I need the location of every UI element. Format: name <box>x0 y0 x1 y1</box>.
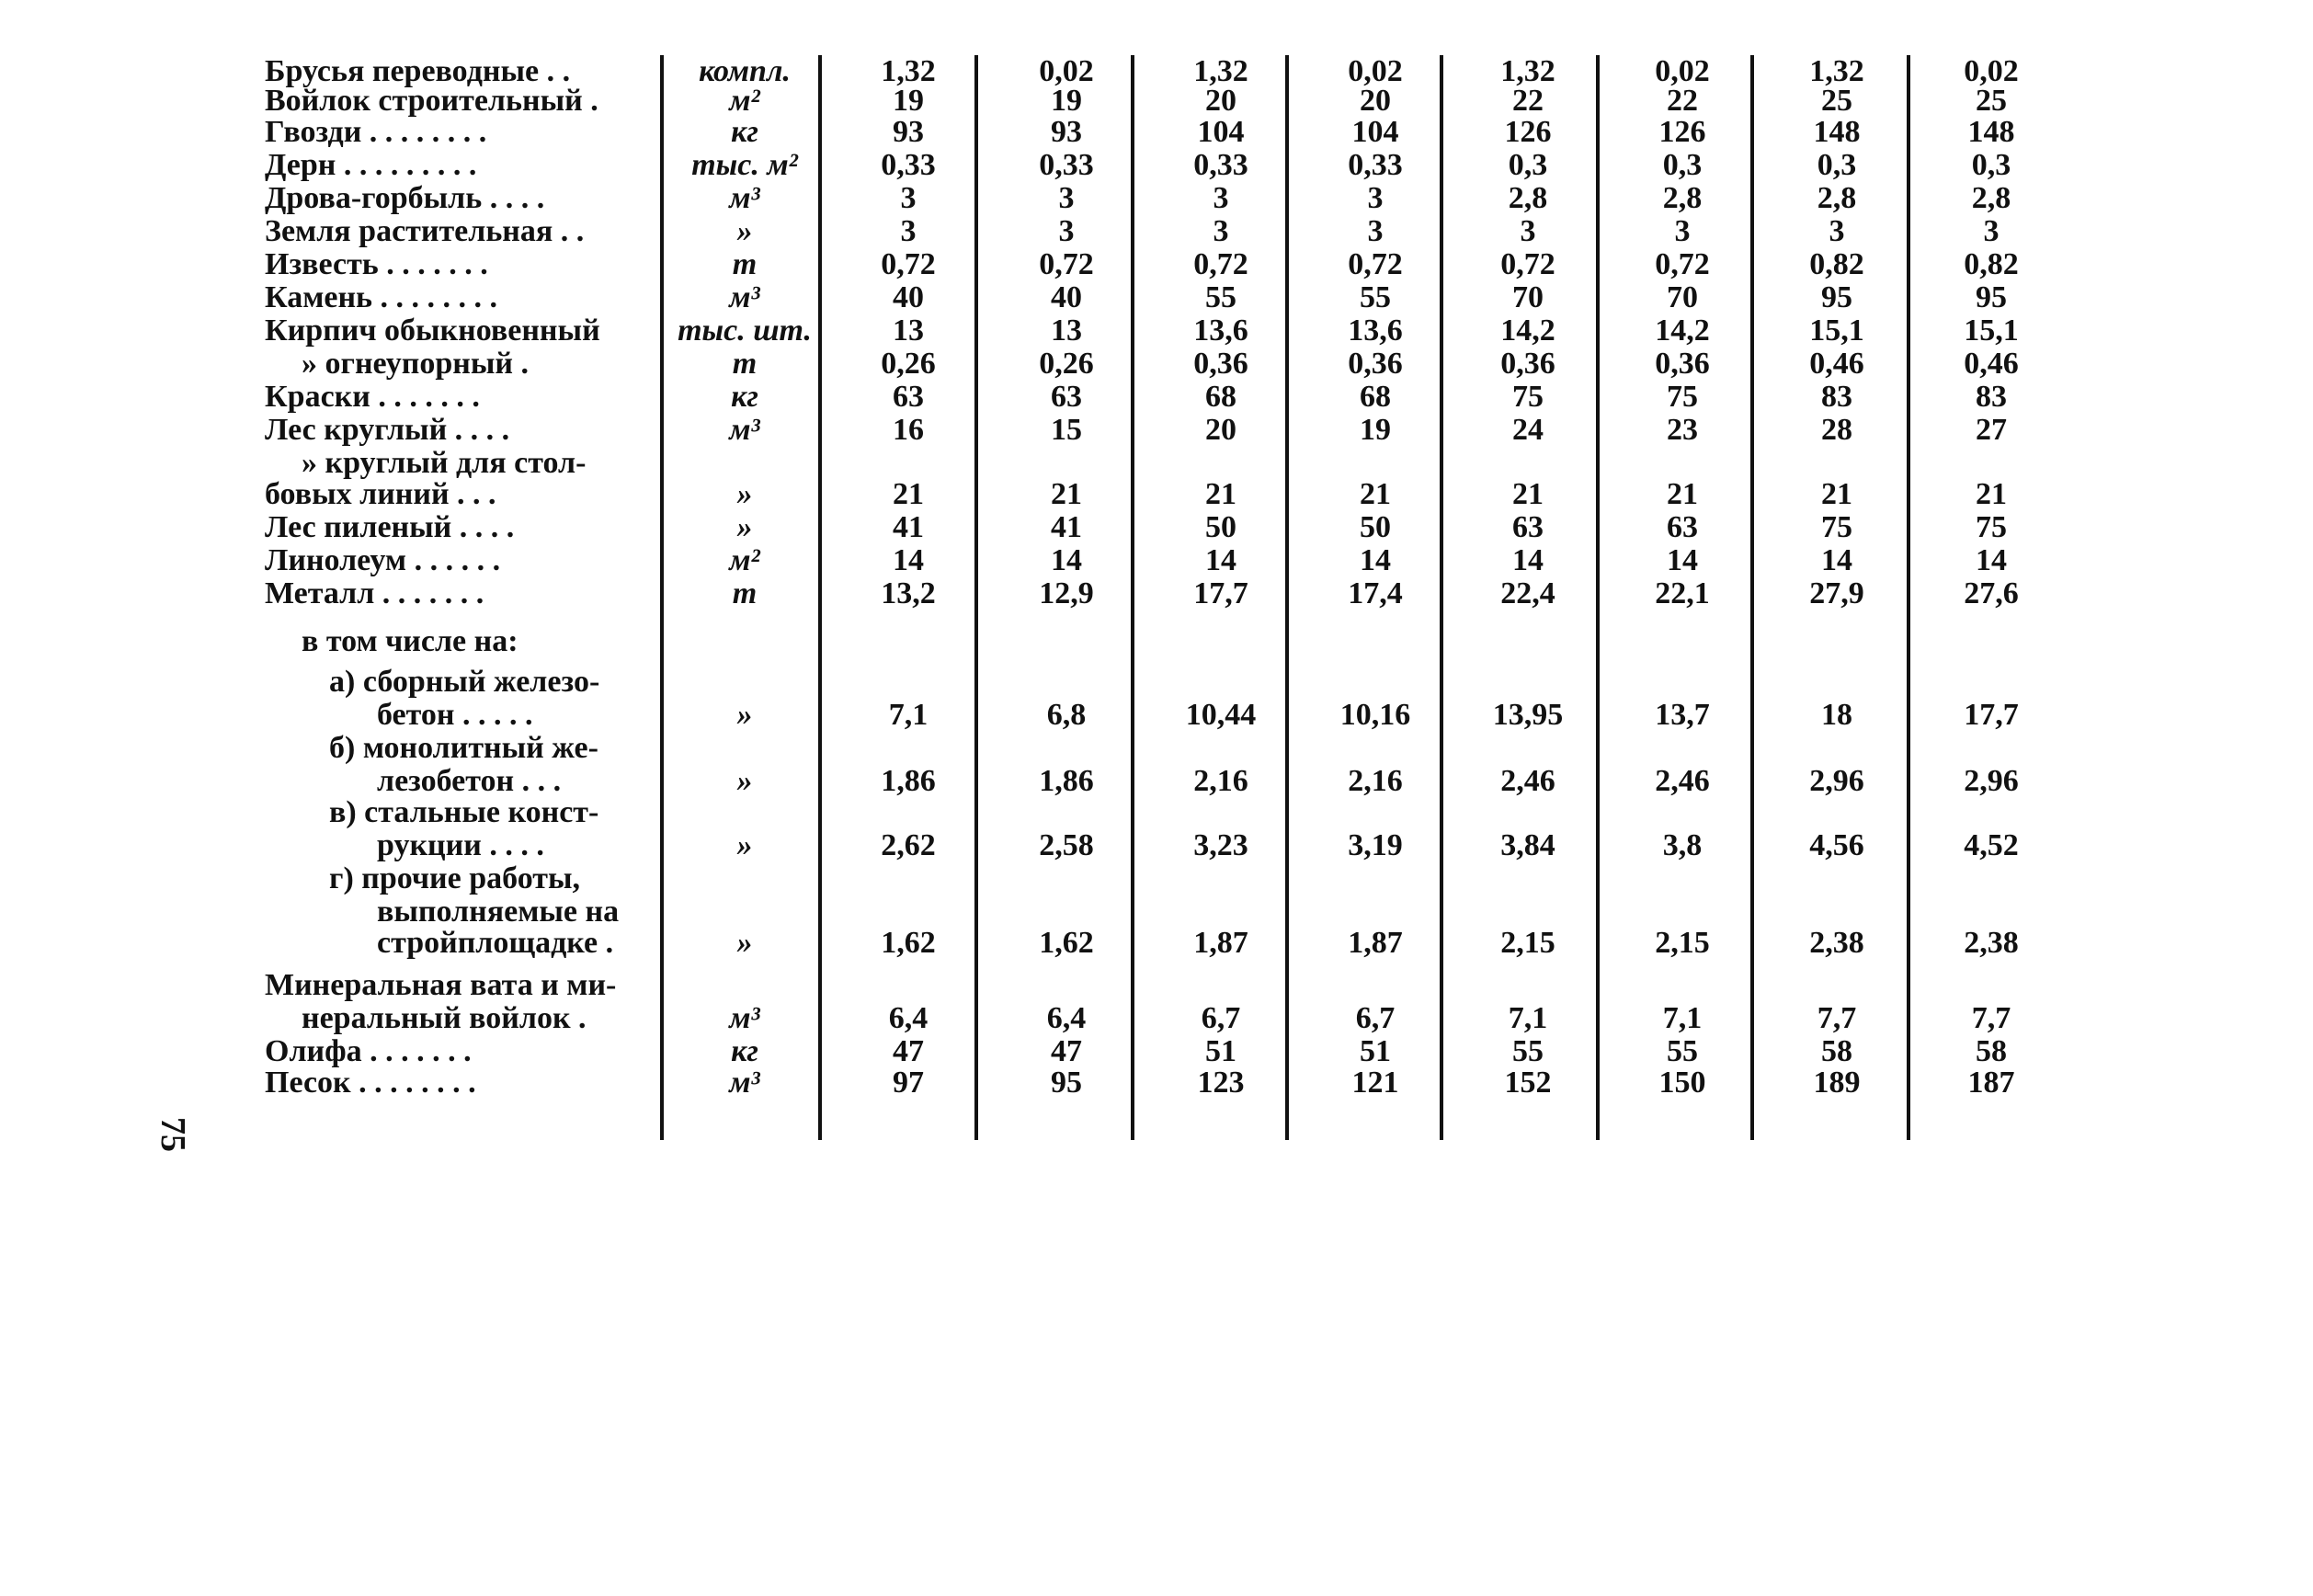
table-cell: 0,82 <box>1809 247 1864 281</box>
table-cell: 63 <box>1051 380 1082 414</box>
row-label: лезобетон . . . <box>377 764 562 798</box>
table-cell: 10,16 <box>1339 698 1411 732</box>
table-cell: 27,6 <box>1964 576 2019 610</box>
table-cell: 93 <box>893 115 924 149</box>
table-cell: 14,2 <box>1655 314 1710 348</box>
table-cell: 1,86 <box>881 764 936 798</box>
row-label: Брусья переводные . . <box>265 54 571 88</box>
row-unit: компл. <box>699 54 791 88</box>
table-cell: 68 <box>1205 380 1236 414</box>
row-unit: м³ <box>729 1001 760 1035</box>
row-label: » огнеупорный . <box>302 347 529 381</box>
row-unit: кг <box>731 380 758 414</box>
row-label: Металл . . . . . . . <box>265 576 484 610</box>
table-cell: 47 <box>893 1034 924 1068</box>
table-cell: 0,02 <box>1348 54 1403 88</box>
row-label: Гвозди . . . . . . . . <box>265 115 487 149</box>
table-cell: 14 <box>1205 543 1236 577</box>
table-cell: 2,96 <box>1809 764 1864 798</box>
table-cell: 1,32 <box>881 54 936 88</box>
table-cell: 13,6 <box>1193 314 1248 348</box>
table-cell: 19 <box>1360 413 1391 447</box>
table-cell: 7,1 <box>888 698 929 732</box>
table-cell: 0,33 <box>881 148 936 182</box>
row-unit: т <box>732 247 758 281</box>
table-cell: 0,3 <box>1817 148 1857 182</box>
row-label: неральный войлок . <box>302 1001 587 1035</box>
table-cell: 4,56 <box>1809 828 1864 862</box>
table-cell: 2,8 <box>1971 181 2011 215</box>
row-label: Лес пиленый . . . . <box>265 510 515 544</box>
table-cell: 2,62 <box>881 828 936 862</box>
row-unit: кг <box>731 1034 758 1068</box>
table-cell: 0,46 <box>1964 347 2019 381</box>
table-cell: 83 <box>1821 380 1852 414</box>
table-cell: 14 <box>893 543 924 577</box>
table-cell: 75 <box>1976 510 2007 544</box>
table-cell: 0,36 <box>1348 347 1403 381</box>
table-cell: 15 <box>1051 413 1082 447</box>
row-unit: тыс. м² <box>691 148 798 182</box>
table-cell: 0,3 <box>1662 148 1703 182</box>
row-label: Линолеум . . . . . . <box>265 543 501 577</box>
table-cell: 0,72 <box>1655 247 1710 281</box>
table-cell: 12,9 <box>1039 576 1094 610</box>
table-cell: 19 <box>893 84 924 118</box>
table-cell: 148 <box>1813 115 1861 149</box>
row-unit: кг <box>731 115 758 149</box>
table-cell: 0,36 <box>1500 347 1555 381</box>
table-cell: 14 <box>1667 543 1698 577</box>
table-cell: 50 <box>1205 510 1236 544</box>
row-unit: » <box>736 764 753 798</box>
table-cell: 21 <box>1667 477 1698 511</box>
table-cell: 21 <box>1821 477 1852 511</box>
table-cell: 14 <box>1360 543 1391 577</box>
row-unit: м² <box>729 543 760 577</box>
table-cell: 1,62 <box>881 926 936 960</box>
table-cell: 187 <box>1967 1066 2015 1100</box>
table-cell: 0,33 <box>1348 148 1403 182</box>
table-cell: 20 <box>1205 413 1236 447</box>
row-label: Войлок строительный . <box>265 84 598 118</box>
table-cell: 3 <box>1520 214 1536 248</box>
table-cell: 6,8 <box>1046 698 1087 732</box>
table-cell: 21 <box>1512 477 1544 511</box>
row-unit: т <box>732 576 758 610</box>
table-cell: 13,2 <box>881 576 936 610</box>
row-unit: м³ <box>729 280 760 314</box>
row-unit: » <box>736 698 753 732</box>
table-cell: 75 <box>1821 510 1852 544</box>
table-cell: 0,36 <box>1193 347 1248 381</box>
table-cell: 19 <box>1051 84 1082 118</box>
table-cell: 1,32 <box>1193 54 1248 88</box>
table-cell: 2,46 <box>1500 764 1555 798</box>
row-label: б) монолитный же- <box>329 731 598 765</box>
table-cell: 10,44 <box>1185 698 1257 732</box>
table-cell: 13 <box>893 314 924 348</box>
table-cell: 21 <box>1205 477 1236 511</box>
table-cell: 6,4 <box>1046 1001 1087 1035</box>
table-cell: 0,72 <box>1348 247 1403 281</box>
row-label: г) прочие работы, <box>329 861 580 895</box>
table-cell: 63 <box>1667 510 1698 544</box>
table-cell: 2,8 <box>1662 181 1703 215</box>
table-cell: 21 <box>1360 477 1391 511</box>
table-cell: 1,32 <box>1809 54 1864 88</box>
row-unit: м² <box>729 84 760 118</box>
table-cell: 0,33 <box>1039 148 1094 182</box>
table-cell: 7,1 <box>1508 1001 1548 1035</box>
column-rule-1 <box>660 55 664 1140</box>
row-unit: » <box>736 214 753 248</box>
table-cell: 2,15 <box>1500 926 1555 960</box>
table-cell: 97 <box>893 1066 924 1100</box>
row-label: бетон . . . . . <box>377 698 533 732</box>
table-cell: 189 <box>1813 1066 1861 1100</box>
table-cell: 24 <box>1512 413 1544 447</box>
table-cell: 3 <box>900 181 917 215</box>
table-cell: 123 <box>1197 1066 1245 1100</box>
table-cell: 3 <box>1213 181 1229 215</box>
table-cell: 75 <box>1667 380 1698 414</box>
row-unit: м³ <box>729 1066 760 1100</box>
table-cell: 126 <box>1658 115 1706 149</box>
row-label: » круглый для стол- <box>302 446 587 480</box>
table-cell: 0,72 <box>1193 247 1248 281</box>
table-cell: 3 <box>1058 214 1075 248</box>
table-cell: 0,36 <box>1655 347 1710 381</box>
table-cell: 50 <box>1360 510 1391 544</box>
table-cell: 3 <box>900 214 917 248</box>
table-cell: 14 <box>1976 543 2007 577</box>
table-cell: 7,7 <box>1817 1001 1857 1035</box>
table-cell: 121 <box>1351 1066 1399 1100</box>
table-cell: 40 <box>893 280 924 314</box>
table-cell: 40 <box>1051 280 1082 314</box>
row-label: Известь . . . . . . . <box>265 247 488 281</box>
table-cell: 22 <box>1667 84 1698 118</box>
row-label: Камень . . . . . . . . <box>265 280 498 314</box>
table-cell: 3 <box>1367 181 1384 215</box>
table-cell: 3 <box>1829 214 1845 248</box>
row-label: Олифа . . . . . . . <box>265 1034 472 1068</box>
table-cell: 1,87 <box>1348 926 1403 960</box>
row-label: стройплощадке . <box>377 926 614 960</box>
table-cell: 63 <box>893 380 924 414</box>
table-cell: 2,15 <box>1655 926 1710 960</box>
table-cell: 2,8 <box>1817 181 1857 215</box>
table-cell: 14,2 <box>1500 314 1555 348</box>
table-cell: 0,72 <box>1500 247 1555 281</box>
row-unit: тыс. шт. <box>678 314 812 348</box>
table-cell: 21 <box>1976 477 2007 511</box>
table-cell: 2,38 <box>1809 926 1864 960</box>
table-cell: 25 <box>1976 84 2007 118</box>
table-cell: 83 <box>1976 380 2007 414</box>
table-cell: 55 <box>1512 1034 1544 1068</box>
table-cell: 23 <box>1667 413 1698 447</box>
table-cell: 3,23 <box>1193 828 1248 862</box>
table-cell: 28 <box>1821 413 1852 447</box>
row-unit: м³ <box>729 181 760 215</box>
table-cell: 55 <box>1205 280 1236 314</box>
row-label: в том числе на: <box>302 624 518 658</box>
table-cell: 0,33 <box>1193 148 1248 182</box>
table-cell: 2,46 <box>1655 764 1710 798</box>
row-label: Земля растительная . . <box>265 214 585 248</box>
table-cell: 4,52 <box>1964 828 2019 862</box>
row-unit: » <box>736 926 753 960</box>
table-cell: 3,84 <box>1500 828 1555 862</box>
table-cell: 0,72 <box>881 247 936 281</box>
table-cell: 51 <box>1205 1034 1236 1068</box>
page-number: 75 <box>154 1117 192 1152</box>
table-cell: 20 <box>1360 84 1391 118</box>
row-label: а) сборный железо- <box>329 665 600 699</box>
table-cell: 0,46 <box>1809 347 1864 381</box>
row-label: Кирпич обыкновенный <box>265 314 600 348</box>
table-cell: 58 <box>1976 1034 2007 1068</box>
table-cell: 1,86 <box>1039 764 1094 798</box>
table-cell: 1,62 <box>1039 926 1094 960</box>
table-cell: 55 <box>1360 280 1391 314</box>
row-label: Краски . . . . . . . <box>265 380 480 414</box>
table-cell: 22 <box>1512 84 1544 118</box>
table-cell: 58 <box>1821 1034 1852 1068</box>
table-cell: 0,02 <box>1964 54 2019 88</box>
table-cell: 150 <box>1658 1066 1706 1100</box>
row-unit: м³ <box>729 413 760 447</box>
table-cell: 25 <box>1821 84 1852 118</box>
table-cell: 2,96 <box>1964 764 2019 798</box>
table-cell: 3,8 <box>1662 828 1703 862</box>
table-cell: 3 <box>1674 214 1691 248</box>
table-cell: 13 <box>1051 314 1082 348</box>
table-cell: 15,1 <box>1964 314 2019 348</box>
table-cell: 148 <box>1967 115 2015 149</box>
table-cell: 0,3 <box>1508 148 1548 182</box>
table-cell: 0,26 <box>1039 347 1094 381</box>
column-rule-2 <box>818 55 822 1140</box>
table-cell: 27,9 <box>1809 576 1864 610</box>
table-cell: 0,26 <box>881 347 936 381</box>
table-cell: 2,38 <box>1964 926 2019 960</box>
table-cell: 0,3 <box>1971 148 2011 182</box>
table-cell: 41 <box>893 510 924 544</box>
row-label: Минеральная вата и ми- <box>265 968 617 1002</box>
table-cell: 14 <box>1051 543 1082 577</box>
table-cell: 22,4 <box>1500 576 1555 610</box>
table-cell: 13,6 <box>1348 314 1403 348</box>
table-cell: 95 <box>1821 280 1852 314</box>
table-cell: 16 <box>893 413 924 447</box>
table-cell: 13,95 <box>1492 698 1564 732</box>
row-label: Дерн . . . . . . . . . <box>265 148 477 182</box>
row-unit: » <box>736 828 753 862</box>
table-cell: 14 <box>1512 543 1544 577</box>
table-cell: 63 <box>1512 510 1544 544</box>
table-cell: 3 <box>1983 214 2000 248</box>
table-cell: 3 <box>1367 214 1384 248</box>
table-cell: 6,7 <box>1201 1001 1241 1035</box>
table-cell: 126 <box>1504 115 1552 149</box>
table-cell: 75 <box>1512 380 1544 414</box>
table-cell: 95 <box>1051 1066 1082 1100</box>
table-cell: 17,4 <box>1348 576 1403 610</box>
table-cell: 0,72 <box>1039 247 1094 281</box>
table-cell: 95 <box>1976 280 2007 314</box>
table-cell: 14 <box>1821 543 1852 577</box>
table-cell: 21 <box>893 477 924 511</box>
table-cell: 47 <box>1051 1034 1082 1068</box>
table-cell: 2,8 <box>1508 181 1548 215</box>
table-cell: 0,82 <box>1964 247 2019 281</box>
table-cell: 13,7 <box>1655 698 1710 732</box>
table-cell: 1,32 <box>1500 54 1555 88</box>
table-cell: 70 <box>1667 280 1698 314</box>
table-cell: 21 <box>1051 477 1082 511</box>
table-cell: 18 <box>1821 698 1852 732</box>
table-cell: 17,7 <box>1193 576 1248 610</box>
table-cell: 15,1 <box>1809 314 1864 348</box>
table-cell: 7,1 <box>1662 1001 1703 1035</box>
row-label: Лес круглый . . . . <box>265 413 510 447</box>
row-label: бовых линий . . . <box>265 477 496 511</box>
table-cell: 2,16 <box>1348 764 1403 798</box>
table-cell: 2,58 <box>1039 828 1094 862</box>
table-cell: 68 <box>1360 380 1391 414</box>
table-cell: 104 <box>1197 115 1245 149</box>
table-cell: 0,02 <box>1655 54 1710 88</box>
table-cell: 22,1 <box>1655 576 1710 610</box>
table-cell: 3,19 <box>1348 828 1403 862</box>
table-cell: 2,16 <box>1193 764 1248 798</box>
table-cell: 6,4 <box>888 1001 929 1035</box>
table-cell: 3 <box>1058 181 1075 215</box>
row-unit: т <box>732 347 758 381</box>
table-cell: 51 <box>1360 1034 1391 1068</box>
table-cell: 152 <box>1504 1066 1552 1100</box>
row-label: выполняемые на <box>377 895 620 929</box>
row-unit: » <box>736 510 753 544</box>
table-cell: 70 <box>1512 280 1544 314</box>
table-cell: 55 <box>1667 1034 1698 1068</box>
table-cell: 17,7 <box>1964 698 2019 732</box>
table-cell: 93 <box>1051 115 1082 149</box>
table-cell: 3 <box>1213 214 1229 248</box>
row-unit: » <box>736 477 753 511</box>
table-cell: 27 <box>1976 413 2007 447</box>
row-label: рукции . . . . <box>377 828 544 862</box>
table-cell: 6,7 <box>1355 1001 1396 1035</box>
table-cell: 7,7 <box>1971 1001 2011 1035</box>
table-cell: 1,87 <box>1193 926 1248 960</box>
table-cell: 104 <box>1351 115 1399 149</box>
table-cell: 41 <box>1051 510 1082 544</box>
row-label: Песок . . . . . . . . <box>265 1066 476 1100</box>
table-cell: 20 <box>1205 84 1236 118</box>
row-label: Дрова-горбыль . . . . <box>265 181 545 215</box>
row-label: в) стальные конст- <box>329 795 599 829</box>
table-cell: 0,02 <box>1039 54 1094 88</box>
